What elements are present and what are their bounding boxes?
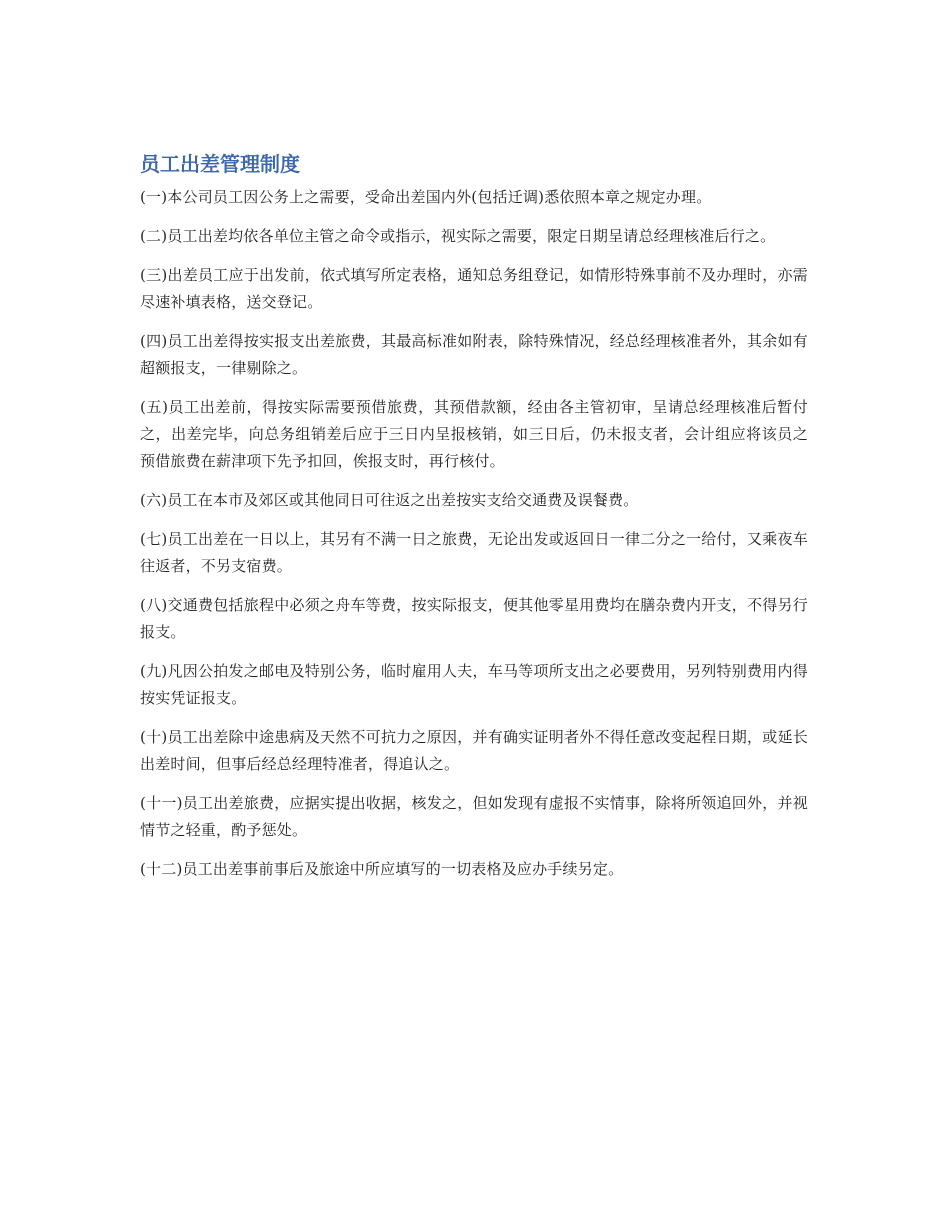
document-title: 员工出差管理制度 (140, 152, 300, 176)
paragraph-2: (二)员工出差均依各单位主管之命令或指示，视实际之需要，限定日期呈请总经理核准后行之。 (140, 227, 776, 245)
paragraph-6: (六)员工在本市及郊区或其他同日可往返之出差按实支给交通费及误餐费。 (140, 491, 639, 509)
paragraph-9: (九)凡因公拍发之邮电及特别公务，临时雇用人夫，车马等项所支出之必要费用，另列特别费用内得按实凭证报支。 (140, 662, 808, 707)
paragraph-7: (七)员工出差在一日以上，其另有不满一日之旅费，无论出发或返回日一律二分之一给付，又乘夜车往返者，不另支宿费。 (140, 530, 808, 575)
paragraph-12: (十二)员工出差事前事后及旅途中所应填写的一切表格及应办手续另定。 (140, 860, 624, 878)
paragraph-10: (十)员工出差除中途患病及天然不可抗力之原因，并有确实证明者外不得任意改变起程日期，或延长出差时间，但事后经总经理特准者，得追认之。 (140, 728, 808, 773)
document-content (140, 150, 808, 895)
paragraph-8: (八)交通费包括旅程中必须之舟车等费，按实际报支，便其他零星用费均在膳杂费内开支，不得另行报支。 (140, 596, 808, 641)
paragraph-5: (五)员工出差前，得按实际需要预借旅费，其预借款额，经由各主管初审，呈请总经理核准后暂付之，出差完毕，向总务组销差后应于三日内呈报核销，如三日后，仍未报支者，会计组应将该员之预借旅费在薪津项下先予扣回，俟报支时，再行核付。 (140, 398, 808, 470)
paragraph-3: (三)出差员工应于出发前，依式填写所定表格，通知总务组登记，如情形特殊事前不及办理时，亦需尽速补填表格，送交登记。 (140, 266, 808, 311)
paragraph-11: (十一)员工出差旅费，应据实提出收据，核发之，但如发现有虚报不实情事，除将所领追回外，并视情节之轻重，酌予惩处。 (140, 794, 808, 839)
paragraph-4: (四)员工出差得按实报支出差旅费，其最高标准如附表，除特殊情况，经总经理核准者外，其余如有超额报支，一律剔除之。 (140, 332, 808, 377)
paragraph-1: (一)本公司员工因公务上之需要，受命出差国内外(包括迁调)悉依照本章之规定办理。 (140, 188, 712, 206)
